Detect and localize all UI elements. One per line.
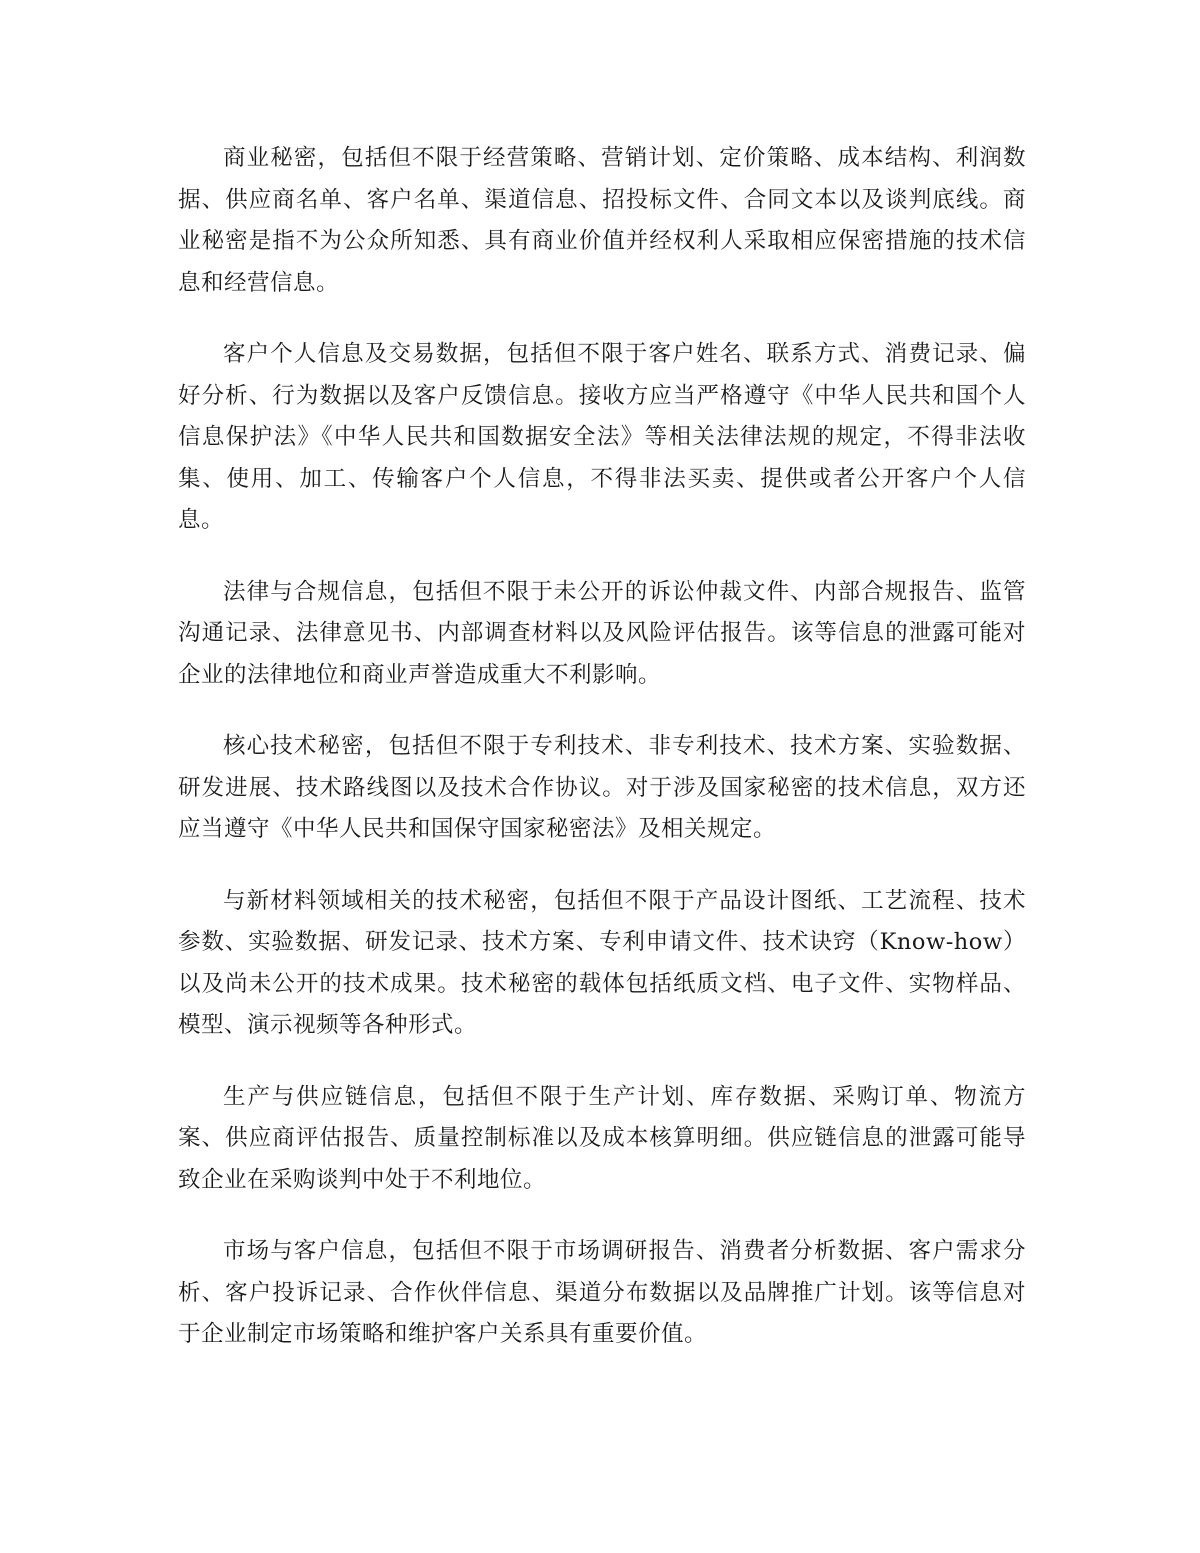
paragraph-core-technical-secrets: 核心技术秘密，包括但不限于专利技术、非专利技术、技术方案、实验数据、研发进展、技术路线图以及技术合作协议。对于涉及国家秘密的技术信息，双方还应当遵守《中华人民共和国保守国家秘密法》及相关规定。 bbox=[178, 733, 1026, 842]
paragraph-new-materials-technical-secrets: 与新材料领域相关的技术秘密，包括但不限于产品设计图纸、工艺流程、技术参数、实验数据、研发记录、技术方案、专利申请文件、技术诀窍（Know-how）以及尚未公开的技术成果。技术秘密的载体包括纸质文档、电子文件、实物样品、模型、演示视频等各种形式。 bbox=[178, 887, 1026, 1038]
paragraph-production-supply-chain-info: 生产与供应链信息，包括但不限于生产计划、库存数据、采购订单、物流方案、供应商评估报告、质量控制标准以及成本核算明细。供应链信息的泄露可能导致企业在采购谈判中处于不利地位。 bbox=[178, 1083, 1026, 1193]
paragraph-customer-personal-info: 客户个人信息及交易数据，包括但不限于客户姓名、联系方式、消费记录、偏好分析、行为数据以及客户反馈信息。接收方应当严格遵守《中华人民共和国个人信息保护法》《中华人民共和国数据安全法》等相关法律法规的规定，不得非法收集、使用、加工、传输客户个人信息，不得非法买卖、提供或者公开客户个人信息。 bbox=[178, 341, 1026, 533]
document-body bbox=[178, 138, 1026, 1386]
paragraph-trade-secrets: 商业秘密，包括但不限于经营策略、营销计划、定价策略、成本结构、利润数据、供应商名单、客户名单、渠道信息、招投标文件、合同文本以及谈判底线。商业秘密是指不为公众所知悉、具有商业价值并经权利人采取相应保密措施的技术信息和经营信息。 bbox=[178, 145, 1026, 296]
paragraph-market-customer-info: 市场与客户信息，包括但不限于市场调研报告、消费者分析数据、客户需求分析、客户投诉记录、合作伙伴信息、渠道分布数据以及品牌推广计划。该等信息对于企业制定市场策略和维护客户关系具有重要价值。 bbox=[178, 1238, 1026, 1347]
paragraph-legal-compliance-info: 法律与合规信息，包括但不限于未公开的诉讼仲裁文件、内部合规报告、监管沟通记录、法律意见书、内部调查材料以及风险评估报告。该等信息的泄露可能对企业的法律地位和商业声誉造成重大不利影响。 bbox=[178, 578, 1026, 688]
